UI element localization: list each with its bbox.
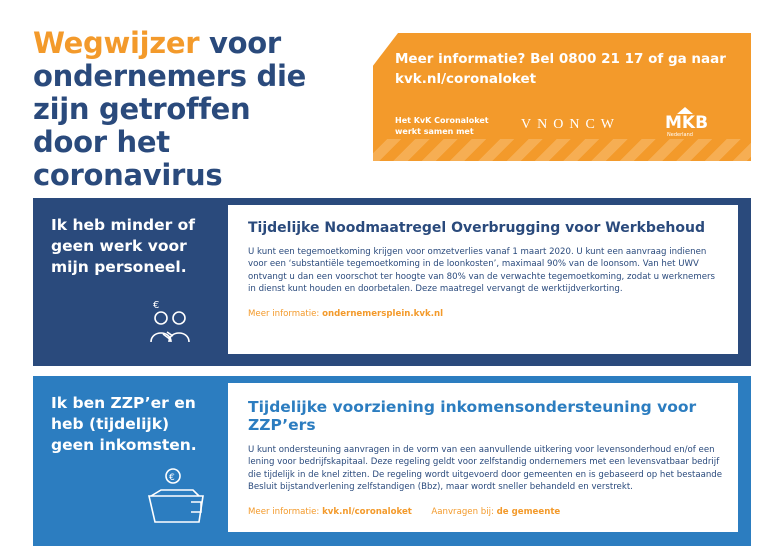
more-info [248,507,724,517]
mkb-logo [665,111,725,139]
apply-value: de gemeente [496,507,561,518]
info-url-link[interactable]: kvk.nl/coronaloket [395,71,537,87]
svg-text:€: € [169,473,175,483]
section-personeel [33,198,751,366]
card-notch [204,202,228,230]
info-box [373,33,751,161]
mkb-logo-text: MKB [665,113,709,133]
info-card [225,380,741,535]
more-info [248,309,724,319]
partner-text: Het KvK Coronaloket werkt samen met [395,116,489,136]
wallet-euro-icon [141,466,213,532]
info-card [225,202,741,357]
mkb-logo-sub: Nederland [667,132,693,138]
more-info-link[interactable]: ondernemersplein.kvk.nl [322,309,444,320]
info-phone-text: Meer informatie? Bel 0800 21 17 of ga naar [395,51,726,67]
section-heading: Ik ben ZZP’er en heb (tijdelijk) geen inkomsten. [51,394,197,454]
card-title: Tijdelijke voorziening inkomensondersteuning voor ZZP’ers [248,398,697,434]
page-title [33,27,333,192]
more-info-label: Meer informatie: [248,309,320,320]
more-info-label: Meer informatie: [248,507,320,518]
vno-ncw-logo: VNONCW [521,117,620,132]
more-info-link[interactable]: kvk.nl/coronaloket [322,507,412,518]
section-heading: Ik heb minder of geen werk voor mijn personeel. [51,216,196,276]
hatch-stripe [373,139,751,161]
title-accent: Wegwijzer [33,26,200,60]
people-euro-icon [147,296,207,352]
card-body: U kunt ondersteuning aanvragen in de vorm van een aanvullende uitkering voor levensonderhoud en/of een lening voor bedrijfskapitaal. Deze regeling geldt voor zelfstandig ondernemers met een levensvatbaar bedrijf die tijdelijk in de knel zitten. De regeling wordt uitgevoerd door gemeenten en is gebaseerd op het bestaande Besluit bijstandverlening zelfstandigen (Bbz), maar wordt sneller behandeld en verstrekt. [248,445,723,492]
card-body: U kunt een tegemoetkoming krijgen voor omzetverlies vanaf 1 maart 2020. U kunt een aanvraag indienen voor een ‘substantiële tegemoetkoming in de loonkosten’, maximaal 90% van de loonsom. Van het UWV ontvangt u dan een voorschot ter hoogte van 80% van de verwachte tegemoetkoming, zodat u werknemers in dienst kunt houden en doorbetalen. Deze maatregel vervangt de werktijdverkorting. [248,247,715,294]
apply-label: Aanvragen bij: [431,507,494,518]
card-notch [204,380,228,408]
section-zzp [33,376,751,546]
svg-text:€: € [153,300,160,311]
title-rest: voor ondernemers die zijn getroffen door het coronavirus [33,26,307,192]
card-title: Tijdelijke Noodmaatregel Overbrugging voor Werkbehoud [248,220,706,236]
